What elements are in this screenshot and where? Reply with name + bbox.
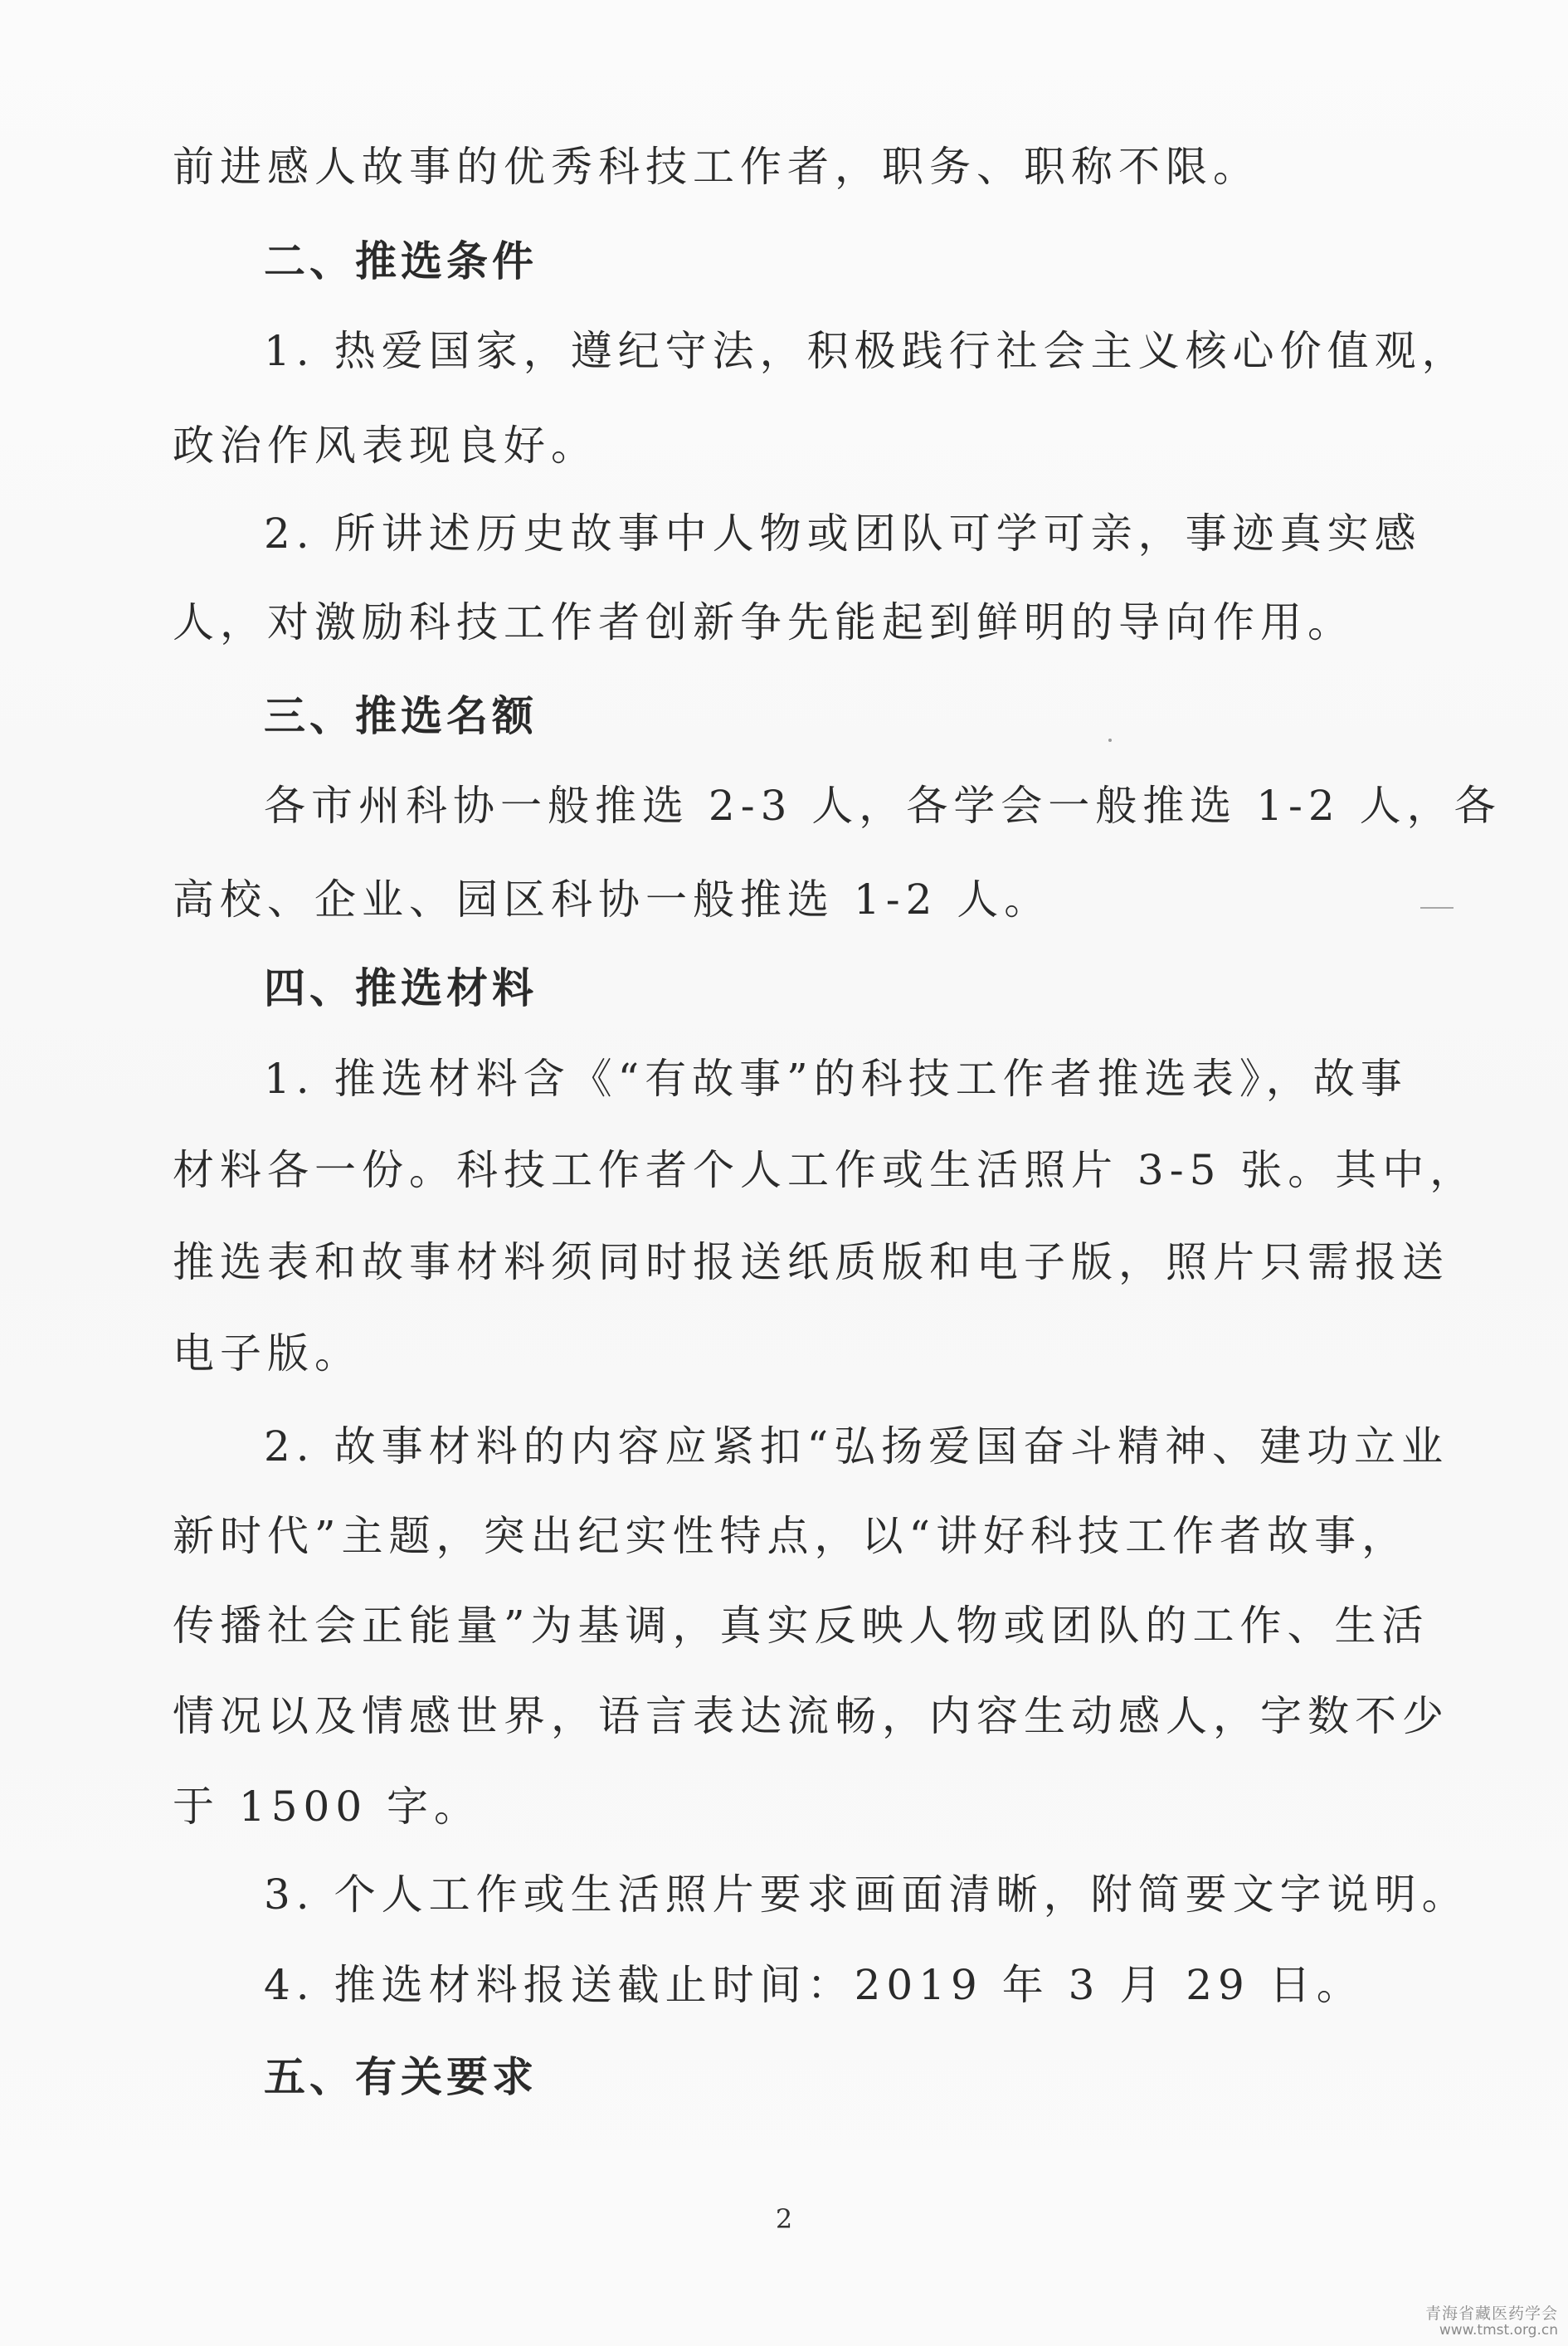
scan-mark xyxy=(1420,907,1454,909)
text-line: 3. 个人工作或生活照片要求画面清晰，附简要文字说明。 xyxy=(264,1870,1469,1919)
text-line: 前进感人故事的优秀科技工作者，职务、职称不限。 xyxy=(173,143,1260,191)
text-line: 推选表和故事材料须同时报送纸质版和电子版，照片只需报送 xyxy=(173,1238,1449,1286)
page-number: 2 xyxy=(775,2203,793,2235)
text-line: 1. 热爱国家，遵纪守法，积极践行社会主义核心价值观， xyxy=(264,327,1469,375)
text-line: 传播社会正能量”为基调，真实反映人物或团队的工作、生活 xyxy=(173,1602,1429,1650)
text-line: 政治作风表现良好。 xyxy=(173,422,598,470)
section-heading: 四、推选材料 xyxy=(264,964,538,1012)
text-line: 情况以及情感世界，语言表达流畅，内容生动感人，字数不少 xyxy=(173,1692,1449,1740)
section-heading: 三、推选名额 xyxy=(264,692,538,740)
text-line: 4. 推选材料报送截止时间：2019 年 3 月 29 日。 xyxy=(264,1961,1364,2009)
text-line: 新时代”主题，突出纪实性特点，以“讲好科技工作者故事， xyxy=(173,1512,1410,1560)
section-heading: 五、有关要求 xyxy=(264,2053,538,2101)
section-heading: 二、推选条件 xyxy=(264,237,538,285)
site-watermark xyxy=(1425,2305,1558,2339)
text-line: 材料各一份。科技工作者个人工作或生活照片 3-5 张。其中， xyxy=(173,1146,1478,1194)
text-line: 1. 推选材料含《“有故事”的科技工作者推选表》，故事 xyxy=(264,1055,1408,1103)
text-line: 2. 所讲述历史故事中人物或团队可学可亲，事迹真实感 xyxy=(264,510,1422,558)
watermark-url: www.tmst.org.cn xyxy=(1439,2322,1558,2339)
scan-speck xyxy=(1108,739,1112,742)
text-line: 电子版。 xyxy=(173,1329,362,1378)
text-line: 人，对激励科技工作者创新争先能起到鲜明的导向作用。 xyxy=(173,598,1355,646)
text-line: 高校、企业、园区科协一般推选 1-2 人。 xyxy=(173,875,1052,924)
text-line: 2. 故事材料的内容应紧扣“弘扬爱国奋斗精神、建功立业 xyxy=(264,1422,1449,1471)
text-line: 各市州科协一般推选 2-3 人，各学会一般推选 1-2 人，各 xyxy=(264,782,1502,830)
text-line: 于 1500 字。 xyxy=(173,1783,482,1831)
watermark-name: 青海省藏医药学会 xyxy=(1424,2304,1558,2323)
